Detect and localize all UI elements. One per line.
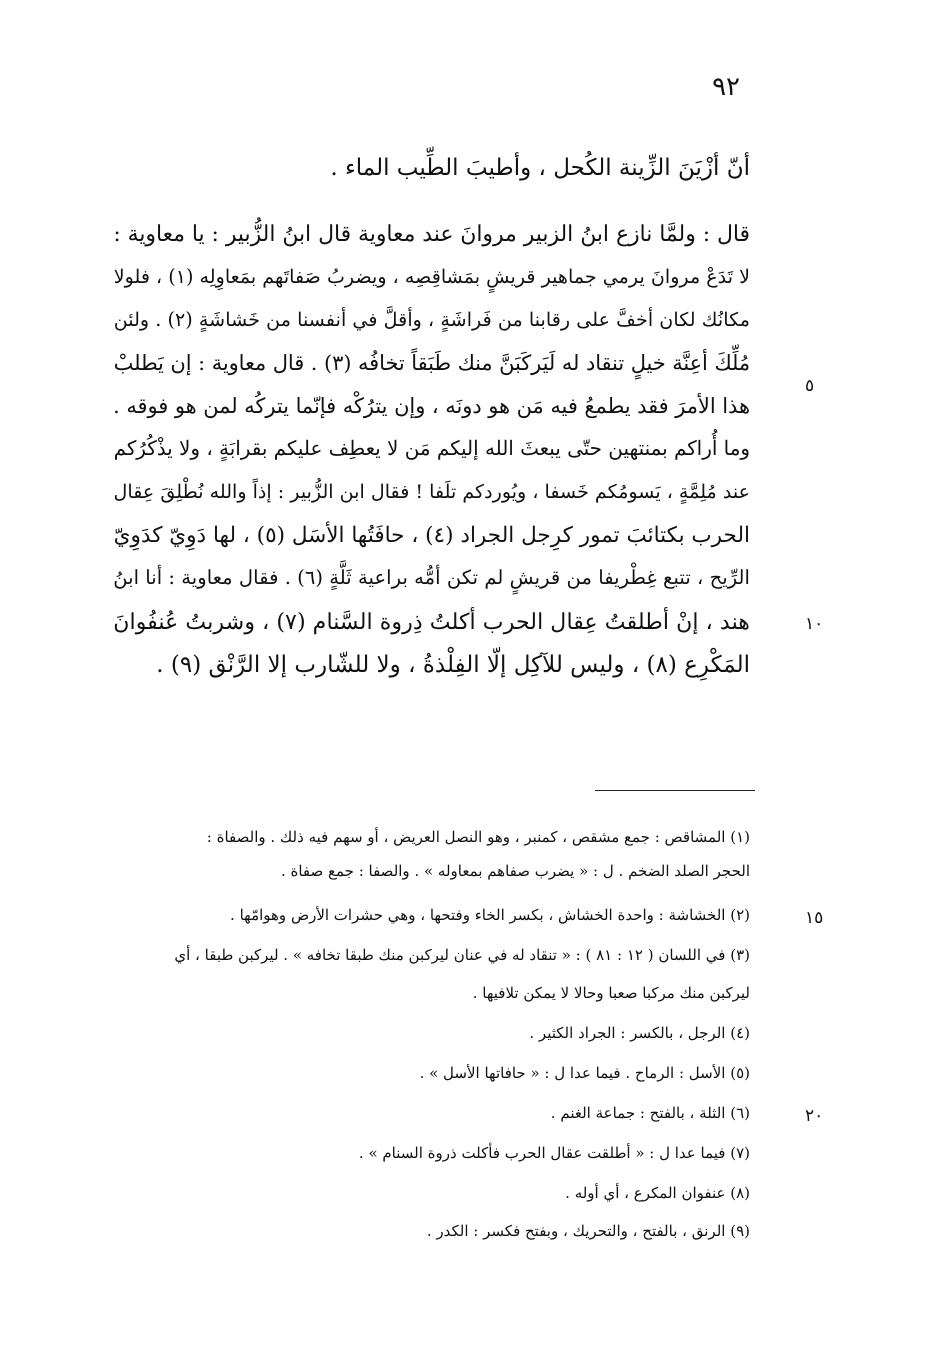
line-number: ١٠ bbox=[805, 614, 824, 634]
footnote-line: (٥) الأسل : الرماح . فيما عدا ل : « حافاتها الأسل » . bbox=[419, 1064, 750, 1082]
body-line: المَكْرِع (٨) ، وليس للآكِل إلّا الفِلْذةُ ، ولا للشّارب إلا الرَّنْق (٩) . bbox=[156, 652, 750, 678]
body-line: قال : ولمَّا نازع ابنُ الزبير مروانَ عند معاوية قال ابنُ الزُّبير : يا معاوية : bbox=[113, 222, 750, 247]
footnote-line: (٣) في اللسان ( ١٢ : ٨١ ) : « تنقاد له في عنان ليركبن منك طبقا تخافه » . ليركبن طبقا ، أي bbox=[174, 946, 750, 964]
body-line: الرِّيح ، تتبع غِطْريفا من قريشٍ لم تكن أمُّه براعية ثَلَّةٍ (٦) . فقال معاوية : أنا ابنُ bbox=[113, 566, 750, 589]
line-number: ٥ bbox=[805, 376, 815, 396]
footnote-line: (٤) الرجل ، بالكسر : الجراد الكثير . bbox=[529, 1024, 750, 1042]
footnote-line: (١) المشاقص : جمع مشقص ، كمنبر ، وهو النصل العريض ، أو سهم فيه ذلك . والصفاة : bbox=[206, 828, 750, 846]
line-number: ١٥ bbox=[805, 908, 824, 928]
line-number: ٢٠ bbox=[805, 1106, 824, 1126]
body-line: عند مُلِمَّةٍ ، يَسومُكم خَسفا ، ويُوردكم تلَفا ! فقال ابن الزُّبير : إذاً والله نُطْلِقَ عِقال bbox=[113, 480, 750, 503]
footnote-separator bbox=[595, 790, 755, 791]
footnote-line: (٩) الرنق ، بالفتح ، والتحريك ، وبفتح فكسر : الكدر . bbox=[426, 1222, 750, 1240]
footnote-line: ليركبن منك مركبا صعبا وحالا لا يمكن تلافيها . bbox=[472, 984, 750, 1002]
body-line: مُلِّكَ أعِنَّة خيلٍ تنقاد له لَيَركَبَنَّ منك طَبَقاً تخافُه (٣) . قال معاوية : إن يَطلبْ bbox=[113, 351, 750, 375]
footnote-line: (٦) الثلة ، بالفتح : جماعة الغنم . bbox=[550, 1104, 750, 1122]
footnote-line: (٨) عنفوان المكرع ، أي أوله . bbox=[565, 1184, 750, 1202]
body-line: لا تَدَعْ مروانَ يرمي جماهير قريشٍ بمَشاقِصِه ، ويضربُ صَفاتَهم بمَعاوِلِه (١) ، فلولا bbox=[113, 265, 750, 288]
body-line: الحرب بكتائبَ تمور كرِجل الجراد (٤) ، حافَتُها الأسَل (٥) ، لها دَوِيّ كدَوِيّ bbox=[113, 523, 750, 548]
footnote-line: الحجر الصلد الضخم . ل : « يضرب صفاهم بمعاوله » . والصفا : جمع صفاة . bbox=[280, 862, 750, 880]
body-line: أنّ أزْيَنَ الزِّينة الكُحل ، وأطيبَ الطِّيب الماء . bbox=[330, 155, 750, 181]
footnote-line: (٢) الخشاشة : واحدة الخشاش ، بكسر الخاء وفتحها ، وهي حشرات الأرض وهوامّها . bbox=[230, 906, 750, 924]
footnote-line: (٧) فيما عدا ل : « أطلقت عقال الحرب فأكلت ذروة السنام » . bbox=[358, 1144, 750, 1162]
body-line: وما أُراكم بمنتهين حتّى يبعثَ الله إليكم مَن لا يعطِف عليكم بقرابَةٍ ، ولا يذْكُرُكم bbox=[113, 437, 750, 460]
body-line: هند ، إنْ أطلقتُ عِقال الحرب أكلتُ ذِروة السَّنام (٧) ، وشربتُ عُنفُوانَ bbox=[113, 609, 750, 635]
page-number: ٩٢ bbox=[712, 72, 740, 102]
body-line: هذا الأمرَ فقد يطمعُ فيه مَن هو دونَه ، وإن يترُكْه فإنّما يتركُه لمن هو فوقه . bbox=[113, 394, 750, 418]
body-line: مكانُك لكان أخفَّ على رقابنا من فَراشَةٍ ، وأقلَّ في أنفسنا من خَشاشَةٍ (٢) . ولئن bbox=[113, 308, 750, 331]
